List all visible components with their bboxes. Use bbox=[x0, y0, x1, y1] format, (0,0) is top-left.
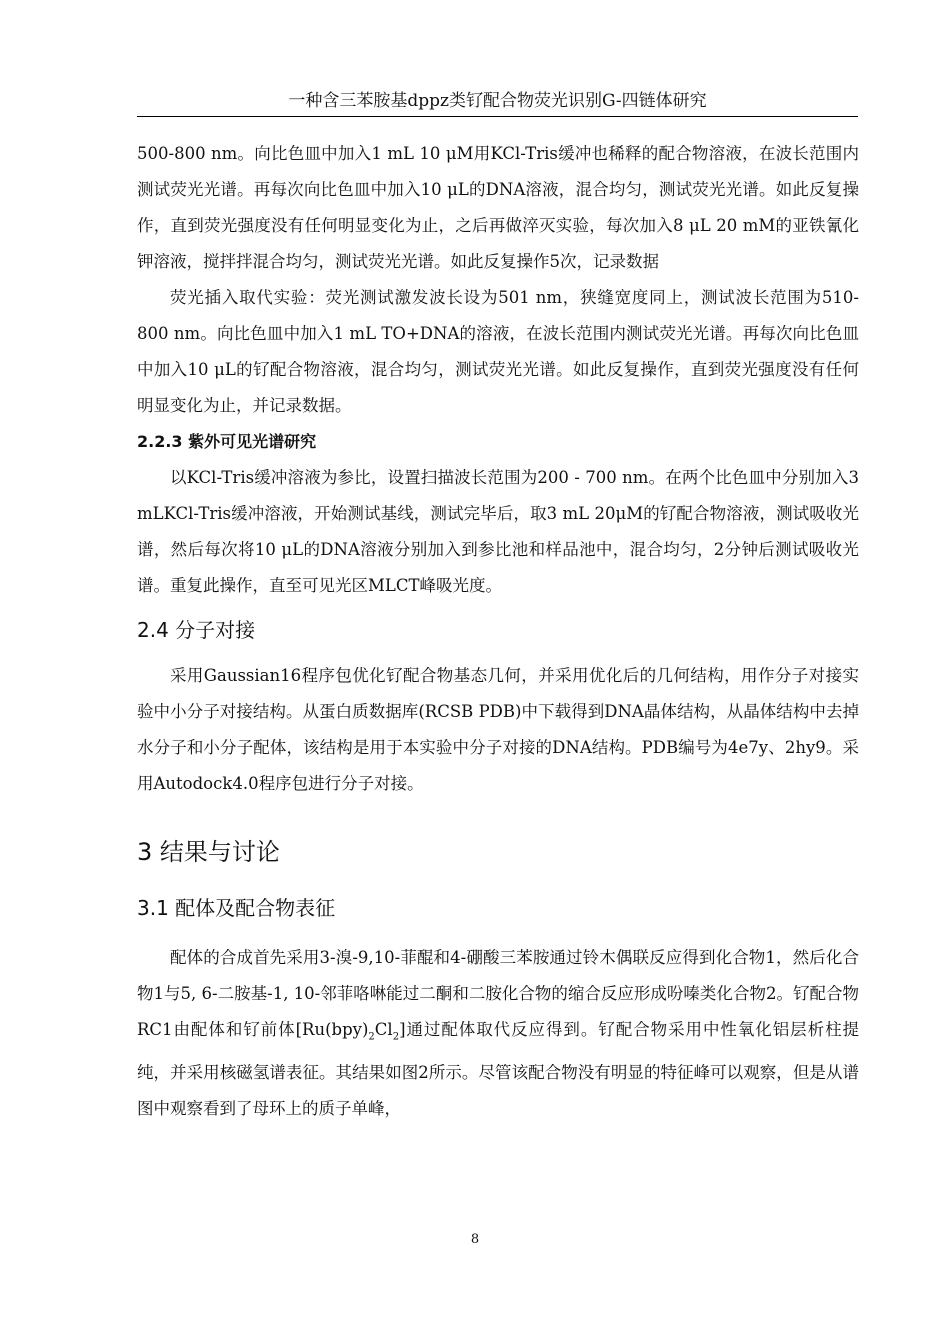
section-heading-2-2-3: 2.2.3 紫外可见光谱研究 bbox=[137, 432, 317, 451]
section-heading-3-1: 3.1 配体及配合物表征 bbox=[137, 896, 336, 920]
paragraph-displacement-assay: 荧光插入取代实验：荧光测试激发波长设为501 nm，狭缝宽度同上，测试波长范围为510-800 nm。向比色皿中加入1 mL TO+DNA的溶液，在波长范围内测试荧光光谱。再每次向比色皿中加入10 μL的钌配合物溶液，混合均匀，测试荧光光谱。如此反复操作，直到荧光强度没有任何明显变化为止，并记录数据。 bbox=[137, 288, 859, 415]
text-run: ]通过配体取代反应得到。钌配合物采用中性氧化铝层析柱提纯，并采用核磁氢谱表征。其结果如图2所示。尽管该配合物没有明显的特征峰可以观察，但是从谱图中观察看到了母环上的质子单峰， bbox=[137, 1020, 860, 1119]
paragraph-uv-vis: 以KCl-Tris缓冲溶液为参比，设置扫描波长范围为200 - 700 nm。在两个比色皿中分别加入3 mLKCl-Tris缓冲溶液，开始测试基线，测试完毕后，取3 mL 20μM的钌配合物溶液，测试吸收光谱，然后每次将10 μL的DNA溶液分别加入到参比池和样品池中，混合均匀，2分钟后测试吸收光谱。重复此操作，直至可见光区MLCT峰吸光度。 bbox=[137, 468, 859, 595]
body-text bbox=[137, 136, 859, 1127]
section-heading-2-4: 2.4 分子对接 bbox=[137, 618, 256, 642]
paragraph-characterization bbox=[137, 940, 859, 1127]
running-header: 一种含三苯胺基dppz类钌配合物荧光识别G-四链体研究 bbox=[137, 88, 858, 117]
text-run: Cl bbox=[374, 1020, 393, 1039]
subscript: 2 bbox=[368, 1031, 375, 1043]
text-run: 配体的合成首先采用3-溴-9,10-菲醌和4-硼酸三苯胺通过铃木偶联反应得到化合物1，然后化合物1与5, 6-二胺基-1, 10-邻菲咯啉能过二酮和二胺化合物的缩合反应形成吩嗪类化合物2。钌配合物RC1由配体和钌前体[Ru(bpy) bbox=[137, 948, 859, 1039]
subscript: 2 bbox=[392, 1031, 400, 1043]
paragraph-molecular-docking: 采用Gaussian16程序包优化钌配合物基态几何，并采用优化后的几何结构，用作分子对接实验中小分子对接结构。从蛋白质数据库(RCSB PDB)中下载得到DNA晶体结构，从晶体结构中去掉水分子和小分子配体，该结构是用于本实验中分子对接的DNA结构。PDB编号为4e7y、2hy9。采用Autodock4.0程序包进行分子对接。 bbox=[137, 666, 859, 793]
page-number: 8 bbox=[470, 1232, 480, 1247]
chapter-heading-3: 3 结果与讨论 bbox=[137, 838, 280, 866]
paragraph-fluorescence-titration: 500-800 nm。向比色皿中加入1 mL 10 μM用KCl-Tris缓冲也稀释的配合物溶液，在波长范围内测试荧光光谱。再每次向比色皿中加入10 μL的DNA溶液，混合均匀，测试荧光光谱。如此反复操作，直到荧光强度没有任何明显变化为止，之后再做淬灭实验，每次加入8 μL 20 mM的亚铁氰化钾溶液，搅拌拌混合均匀，测试荧光光谱。如此反复操作5次，记录数据 bbox=[137, 144, 859, 271]
